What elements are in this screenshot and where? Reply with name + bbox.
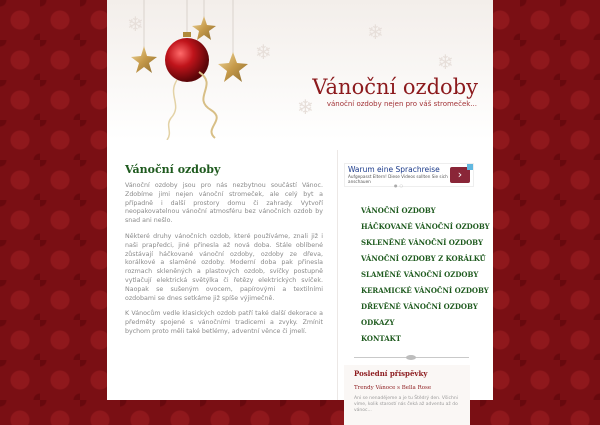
- star-ornament: [131, 46, 157, 73]
- ball-cap: [183, 32, 191, 37]
- article-heading[interactable]: Vánoční ozdoby: [125, 163, 221, 176]
- ribbon: [167, 80, 177, 140]
- sidebar: [344, 163, 490, 425]
- nav-item-koralky[interactable]: VÁNOČNÍ OZDOBY Z KORÁLKŮ: [361, 254, 486, 263]
- site-title[interactable]: Vánoční ozdoby: [312, 75, 478, 99]
- recent-posts-widget: [344, 365, 470, 425]
- nav-item-slamene[interactable]: SLAMĚNÉ VÁNOČNÍ OZDOBY: [361, 270, 479, 279]
- site-tagline: vánoční ozdoby nejen pro váš stromeček...: [326, 100, 477, 108]
- sidebar-nav: [361, 203, 490, 347]
- snowflake-icon: ❄: [367, 20, 384, 44]
- ad-arrow-button[interactable]: ›: [450, 167, 470, 183]
- star-ornament: [218, 52, 248, 82]
- snowflake-icon: ❄: [297, 95, 314, 119]
- article-paragraph: K Vánocům vedle klasických ozdob patří také další dekorace a předměty spojené s vánočními tradicemi a zvyky. Zmínit bychom proto měli také betlémy, adventní věnce či jmelí.: [125, 310, 323, 335]
- nav-item-keramicke[interactable]: KERAMICKÉ VÁNOČNÍ OZDOBY: [361, 286, 489, 295]
- recent-post-link[interactable]: Trendy Vánoce s Bella Rose: [354, 385, 432, 391]
- ad-pagination-dots: ●○: [394, 183, 405, 188]
- recent-post-excerpt: Ani se nenadějeme a je tu Štědrý den. Všichni víme, kolik starostí nás čeká až adventu až do vánoc...: [354, 396, 458, 413]
- column-divider: [337, 150, 338, 400]
- snowflake-icon: ❄: [127, 12, 144, 36]
- star-ornament: [192, 16, 216, 40]
- nav-item-sklenene[interactable]: SKLENĚNÉ VÁNOČNÍ OZDOBY: [361, 238, 483, 247]
- adchoices-icon[interactable]: [467, 164, 473, 170]
- article-paragraph: Vánoční ozdoby jsou pro nás nezbytnou součástí Vánoc. Zdobíme jimi nejen vánoční stromeček, ale celý byt a případně i další prostory domu či zahrady. Vytvoří neopakovatelnou vánoční atmosféru bez vánočních ozdob by snad ani nešlo.: [125, 182, 323, 225]
- snowflake-icon: ❄: [437, 50, 454, 74]
- page-container: [107, 0, 493, 413]
- christmas-ornaments-decoration: [107, 0, 267, 140]
- ribbon: [199, 72, 217, 138]
- nav-item-odkazy[interactable]: ODKAZY: [361, 318, 395, 327]
- recent-posts-title: Poslední příspěvky: [354, 369, 428, 378]
- nav-item-vanocni-ozdoby[interactable]: VÁNOČNÍ OZDOBY: [361, 206, 436, 215]
- ad-text: Aufgepasst Eltern! Diese Videos sollten Sie sich anschauen: [348, 174, 448, 184]
- main-content: [125, 163, 323, 344]
- snowflake-icon: ❄: [255, 40, 272, 64]
- nav-item-hackovane[interactable]: HÁČKOVANÉ VÁNOČNÍ OZDOBY: [361, 222, 490, 231]
- site-header: [107, 0, 493, 140]
- nav-item-kontakt[interactable]: KONTAKT: [361, 334, 401, 343]
- nav-item-drevene[interactable]: DŘEVĚNÉ VÁNOČNÍ OZDOBY: [361, 302, 478, 311]
- ad-banner[interactable]: [344, 163, 474, 187]
- ornament-divider: [354, 355, 469, 361]
- ad-title[interactable]: Warum eine Sprachreise: [348, 165, 440, 174]
- article-paragraph: Některé druhy vánočních ozdob, které používáme, znali již i naši prapředci, jiné přinesla až nová doba. Stále oblíbené zůstávají háčkované vánoční ozdoby, ozdoby ze dřeva, korálkové a slaměné ozdoby. Moderní doba pak přinesla rozmach skleněných a plastových ozdob, svíčky postupně vytlačují elektrická světýlka či řetězy elektrických svíček. Naopak se sušeným ovocem, papírovými a textilními ozdobami se dnes setkáme již spíše výjimečně.: [125, 232, 323, 302]
